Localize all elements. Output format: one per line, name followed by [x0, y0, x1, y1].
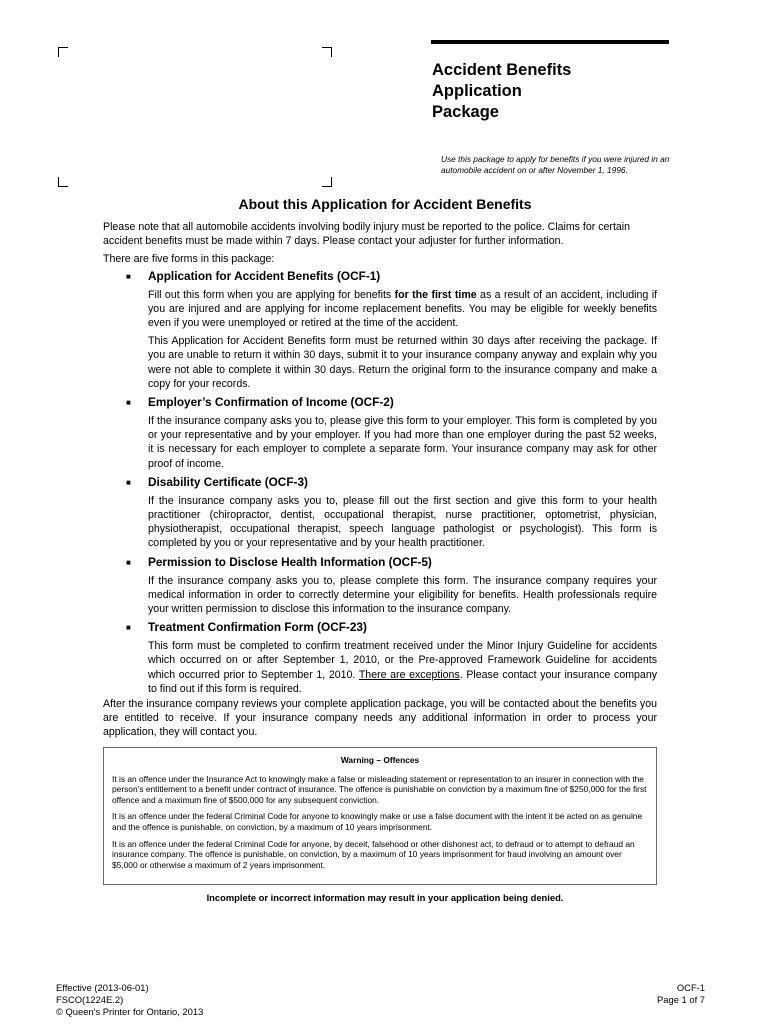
square-bullet-icon: ■ [126, 477, 131, 487]
package-title [432, 60, 692, 123]
crop-mark-top-left [58, 47, 68, 57]
ocf23-text-a: This form must be completed to confirm treatment received under the Minor Injury Guideline for accidents which occurred on or after September 1, 2010, or the Pre-approved Framework Guideline for accidents which occurred prior to September 1, 2010. [148, 640, 657, 681]
form-item-ocf5 [103, 555, 657, 617]
title-line-1: Accident Benefits [432, 61, 572, 79]
warning-title: Warning – Offences [340, 755, 420, 765]
incomplete-notice: Incomplete or incorrect information may result in your application being denied. [206, 892, 564, 903]
warning-paragraph-2: It is an offence under the federal Criminal Code for anyone to knowingly make or use a false document with the intent it be acted on as genuine and the offence is punishable, on conviction, by a maximum of 10 years imprisonment. [112, 811, 643, 832]
square-bullet-icon: ■ [126, 557, 131, 567]
ocf1-text-a: Fill out this form when you are applying for benefits [148, 288, 395, 301]
five-forms-line: There are five forms in this package: [103, 253, 275, 266]
package-subtitle: Use this package to apply for benefits if you were injured in an automobile accident on or after November 1, 1996. [441, 154, 670, 175]
main-body [103, 220, 657, 740]
ocf1-text-b: as a result of an accident, including if you are injured and are applying for income replacement benefits. You may be eligible for weekly benefits even if you were unemployed or retired at the time of the accident. [148, 288, 658, 330]
crop-mark-bottom-right [322, 177, 332, 187]
footer-left [56, 982, 203, 1018]
ocf3-paragraph: If the insurance company asks you to, please fill out the first section and give this form to your health practitioner (chiropractor, dentist, occupational therapist, nurse practitioner, optometrist, physician, physiotherapist, occupational therapist, speech language pathologist or psychologist). This form is completed by you or your representative and by your health practitioner. [148, 494, 657, 550]
form-title-ocf3 [103, 475, 657, 490]
title-line-2: Application [432, 82, 522, 100]
after-review-paragraph: After the insurance company reviews your complete application package, you will be contacted about the benefits you are entitled to receive. If your insurance company needs any additional information in order to process your application, they will contact you. [103, 698, 657, 739]
ocf5-paragraph: If the insurance company asks you to, please complete this form. The insurance company requires your medical information in order to correctly determine your eligibility for benefits. Health professionals require your written permission to disclose this information to the insurance company. [148, 574, 657, 616]
square-bullet-icon: ■ [126, 398, 131, 408]
footer-copyright: © Queen's Printer for Ontario, 2013 [56, 1006, 204, 1017]
form-title-ocf1 [103, 269, 657, 284]
form-item-ocf23 [103, 620, 657, 696]
crop-mark-top-right [322, 47, 332, 57]
intro-paragraph: Please note that all automobile accidents involving bodily injury must be reported to the police. Claims for certain accident benefits must be made within 7 days. Please contact your adjuster for further information. [103, 221, 631, 248]
ocf23-text-b: . Please contact your insurance company to find out if this form is required. [148, 668, 658, 695]
form-item-ocf1 [103, 269, 657, 391]
ocf1-paragraph-1 [148, 288, 657, 331]
ocf23-paragraph [148, 639, 657, 696]
footer-right [657, 982, 705, 1006]
title-rule [431, 40, 669, 44]
ocf1-paragraph-2: This Application for Accident Benefits form must be returned within 30 days after receiving the package. If you are unable to return it within 30 days, submit it to your insurance company anyway and explain why you were not able to complete it within 30 days. Return the original form to the insurance company and make a copy for your records. [148, 335, 657, 390]
form-title-text: Employer’s Confirmation of Income (OCF-2) [148, 395, 394, 410]
exceptions-link[interactable]: There are exceptions [358, 668, 460, 681]
warning-paragraph-3: It is an offence under the federal Criminal Code for anyone, by deceit, falsehood or other dishonest act, to defraud or to attempt to defraud an insurance company. The offence is punishable, on conviction, by a maximum of 10 years imprisonment for fraud involving an amount over $5,000 or otherwise a maximum of 2 years imprisonment. [112, 838, 635, 870]
form-title-ocf5 [103, 555, 657, 570]
form-item-ocf2 [103, 395, 657, 471]
crop-mark-bottom-left [58, 177, 68, 187]
footer-form-id: OCF-1 [676, 982, 705, 993]
footer-effective-date: Effective (2013-06-01) [56, 982, 149, 993]
warning-box [103, 747, 657, 885]
ocf1-text-bold: for the first time [394, 288, 477, 301]
form-title-text: Disability Certificate (OCF-3) [148, 474, 308, 489]
form-item-ocf3 [103, 475, 657, 551]
warning-paragraph-1: It is an offence under the Insurance Act to knowingly make a false or misleading statement or representation to an insurer in connection with the person’s entitlement to a benefit under contract of insurance. The offence is punishable on conviction by a maximum fine of $250,000 for the first offence and a maximum fine of $500,000 for any subsequent conviction. [112, 773, 647, 805]
form-title-text: Permission to Disclose Health Information (OCF-5) [148, 554, 432, 569]
form-title-text: Application for Accident Benefits (OCF-1) [148, 268, 381, 283]
form-title-ocf23 [103, 620, 657, 635]
footer-page-number: Page 1 of 7 [657, 994, 705, 1005]
footer-form-code: FSCO(1224E.2) [56, 994, 124, 1005]
form-title-text: Treatment Confirmation Form (OCF-23) [148, 620, 367, 635]
square-bullet-icon: ■ [126, 623, 131, 633]
form-title-ocf2 [103, 395, 657, 410]
ocf2-paragraph: If the insurance company asks you to, please give this form to your employer. This form is completed by you or your representative and by your employer. If you had more than one employer during the past 52 weeks, it is necessary for each employer to complete a separate form. Your insurance company may ask for other proof of income. [148, 415, 657, 470]
title-line-3: Package [432, 103, 499, 121]
square-bullet-icon: ■ [126, 271, 131, 281]
section-heading: About this Application for Accident Benefits [238, 196, 532, 212]
